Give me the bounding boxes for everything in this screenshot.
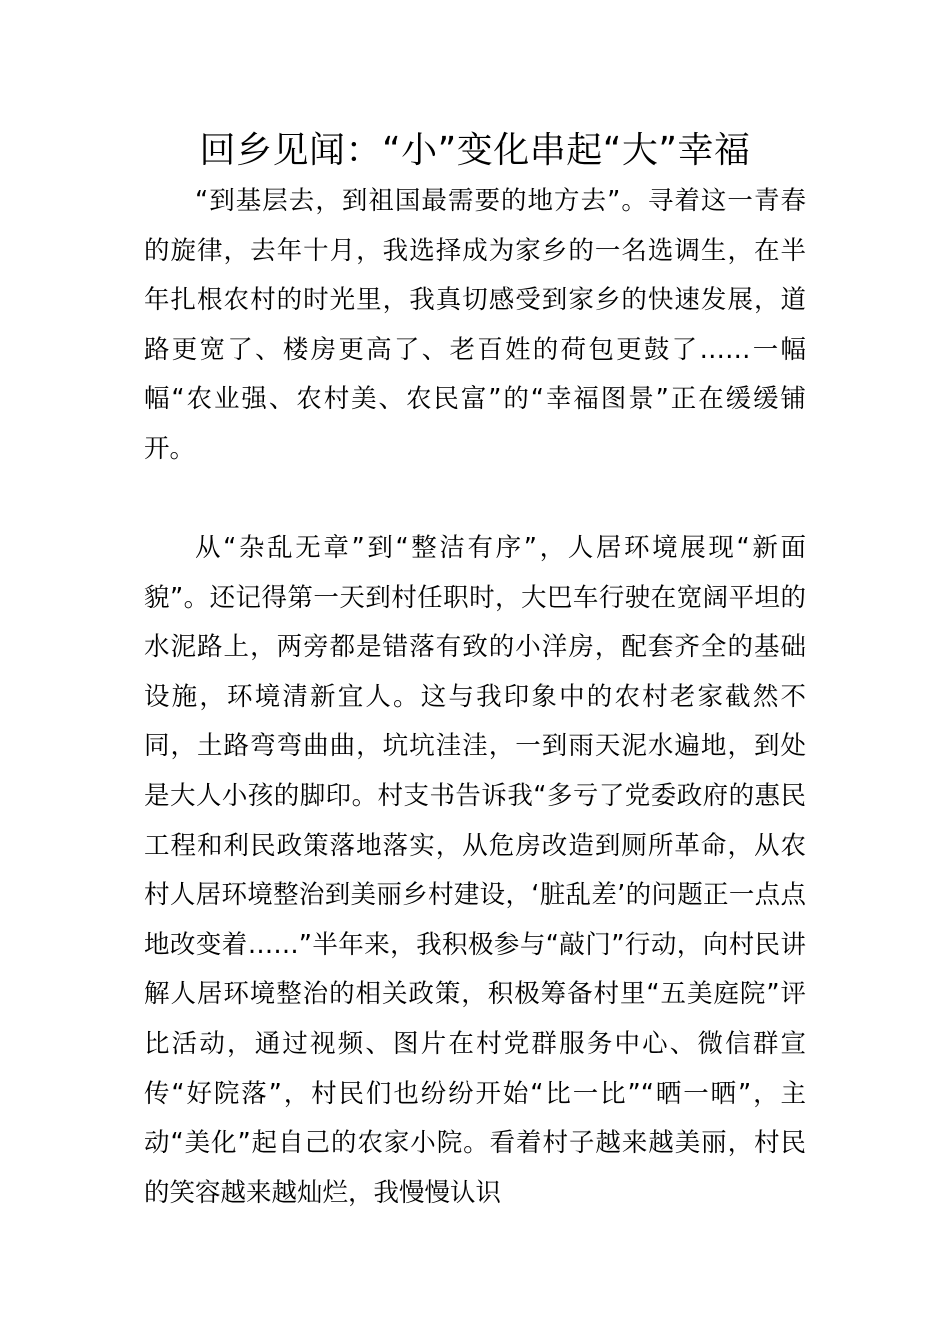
paragraph-environment: 从“杂乱无章”到“整洁有序”，人居环境展现“新面貌”。还记得第一天到村任职时，大巴车行驶在宽阔平坦的水泥路上，两旁都是错落有致的小洋房，配套齐全的基础设施，环境清新宜人。这与我印象中的农村老家截然不同，土路弯弯曲曲，坑坑洼洼，一到雨天泥水遍地，到处是大人小孩的脚印。村支书告诉我“多亏了党委政府的惠民工程和利民政策落地落实，从危房改造到厕所革命，从农村人居环境整治到美丽乡村建设，‘脏乱差’的问题正一点点地改变着……”半年来，我积极参与“敲门”行动，向村民讲解人居环境整治的相关政策，积极筹备村里“五美庭院”评比活动，通过视频、图片在村党群服务中心、微信群宣传“好院落”，村民们也纷纷开始“比一比”“晒一晒”，主动“美化”起自己的农家小院。看着村子越来越美丽，村民的笑容越来越灿烂，我慢慢认识: [144, 533, 806, 1208]
document-title: 回乡见闻：“小”变化串起“大”幸福: [199, 130, 751, 171]
paragraph-intro: “到基层去，到祖国最需要的地方去”。寻着这一青春的旋律，去年十月，我选择成为家乡的一名选调生，在半年扎根农村的时光里，我真切感受到家乡的快速发展，道路更宽了、楼房更高了、老百姓的荷包更鼓了……一幅幅“农业强、农村美、农民富”的“幸福图景”正在缓缓铺开。: [144, 186, 806, 464]
